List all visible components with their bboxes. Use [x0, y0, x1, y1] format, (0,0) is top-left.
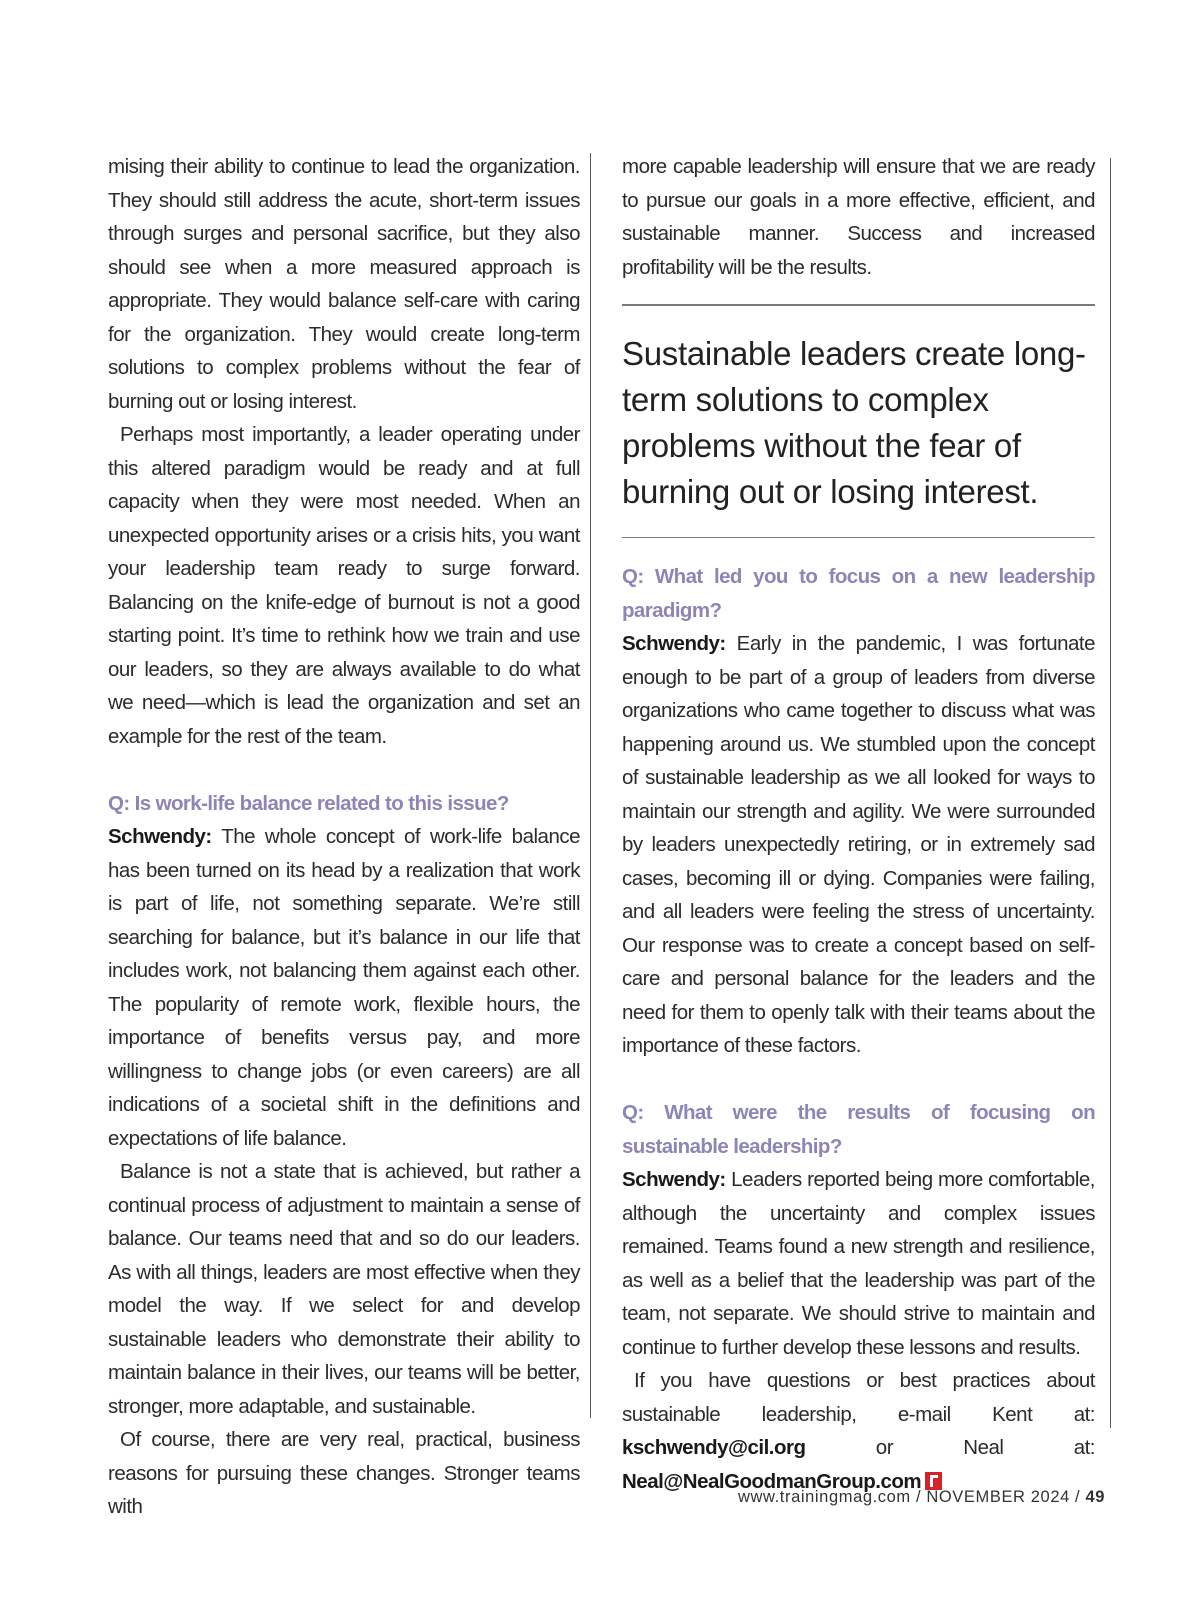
- speaker-label: Schwendy:: [108, 825, 212, 848]
- page-number: 49: [1085, 1488, 1105, 1506]
- pullquote-top-rule: [622, 304, 1095, 306]
- question-heading: [108, 787, 580, 821]
- answer-text: Leaders reported being more comfortable, although the uncertainty and complex issues remained. Teams found a new strength and resilience, as well as a belief that the leadership was part of the team, not separate. We should strive to maintain and continue to further develop these lessons and results.: [622, 1168, 1095, 1359]
- body-paragraph: more capable leadership will ensure that we are ready to pursue our goals in a more effective, efficient, and sustainable manner. Success and increased profitability will be the results.: [622, 155, 1095, 279]
- footer-site: www.trainingmag.com: [737, 1488, 911, 1506]
- question-heading: [622, 560, 1095, 627]
- column-divider-left: [590, 153, 591, 1418]
- answer-paragraph: [622, 627, 1095, 1063]
- closing-paragraph: [622, 1364, 1095, 1498]
- body-paragraph: Of course, there are very real, practical, business reasons for pursuing these changes. Stronger teams with: [108, 1428, 580, 1518]
- speaker-label: Schwendy:: [622, 1168, 726, 1191]
- body-paragraph: Perhaps most importantly, a leader operating under this altered paradigm would be ready and at full capacity when they were most needed. When an unexpected opportunity arises or a crisis hits, you want your leadership team ready to surge forward. Balancing on the knife-edge of burnout is not a good starting point. It’s time to rethink how we train and use our leaders, so they are always available to do what we need—which is lead the organization and set an example for the rest of the team.: [108, 423, 580, 748]
- body-paragraph: Balance is not a state that is achieved, but rather a continual process of adjustment to maintain a sense of balance. Our teams need that and so do our leaders. As with all things, leaders are most effective when they model the way. If we select for and develop sustainable leaders who demonstrate their ability to maintain balance in their lives, our teams will be better, stronger, more adaptable, and sustainable.: [108, 1160, 580, 1418]
- email-link-kent[interactable]: kschwendy@cil.org: [622, 1436, 806, 1459]
- footer-separator: /: [910, 1488, 927, 1506]
- answer-text: The whole concept of work-life balance has been turned on its head by a realization that work is part of life, not something separate. We’re still searching for balance, but it’s balance in our life that includes work, not balancing them against each other. The popularity of remote work, flexible hours, the importance of benefits versus pay, and more willingness to change jobs (or even careers) are all indications of a societal shift in the definitions and expectations of life balance.: [108, 825, 580, 1150]
- pull-quote: Sustainable leaders create long-term solutions to complex problems without the fear of burning out or losing interest.: [622, 334, 1086, 510]
- question-text: Q: Is work-life balance related to this issue?: [108, 791, 509, 815]
- training-logo-icon: [925, 1472, 942, 1490]
- page-footer: [738, 1488, 1105, 1507]
- question-heading: [622, 1096, 1095, 1163]
- column-divider-right: [1110, 158, 1111, 1428]
- question-text: Q: What were the results of focusing on sustainable leadership?: [622, 1101, 1095, 1158]
- email-link-neal[interactable]: Neal@NealGoodmanGroup.com: [622, 1469, 922, 1493]
- footer-separator: /: [1069, 1488, 1086, 1506]
- body-paragraph: mising their ability to continue to lead the organization. They should still address the acute, short-term issues through surges and personal sacrifice, but they also should see when a more measured approach is appropriate. They would balance self-care with caring for the organization. They would create long-term solutions to complex problems without the fear of burning out or losing interest.: [108, 155, 580, 413]
- closing-lead-text: If you have questions or best practices about sustainable leadership, e-mail Kent at:: [622, 1369, 1095, 1426]
- right-column: [622, 150, 1095, 1498]
- answer-text: Early in the pandemic, I was fortunate enough to be part of a group of leaders from diverse organizations who came together to discuss what was happening around us. We stumbled upon the concept of sustainable leadership as we all looked for ways to maintain our strength and agility. We were surrounded by leaders unexpectedly retiring, or in extremely sad cases, becoming ill or dying. Companies were failing, and all leaders were feeling the stress of uncertainty. Our response was to create a concept based on self-care and personal balance for the leaders and the need for them to openly talk with their teams about the importance of these factors.: [622, 632, 1095, 1057]
- footer-issue: NOVEMBER 2024: [926, 1488, 1070, 1506]
- answer-paragraph: [108, 820, 580, 1155]
- speaker-label: Schwendy:: [622, 632, 726, 655]
- pullquote-bottom-rule: [622, 537, 1095, 539]
- left-column: [108, 150, 580, 1524]
- closing-mid-text: or Neal at:: [805, 1436, 1095, 1459]
- answer-paragraph: [622, 1163, 1095, 1364]
- question-text: Q: What led you to focus on a new leadership paradigm?: [622, 565, 1095, 622]
